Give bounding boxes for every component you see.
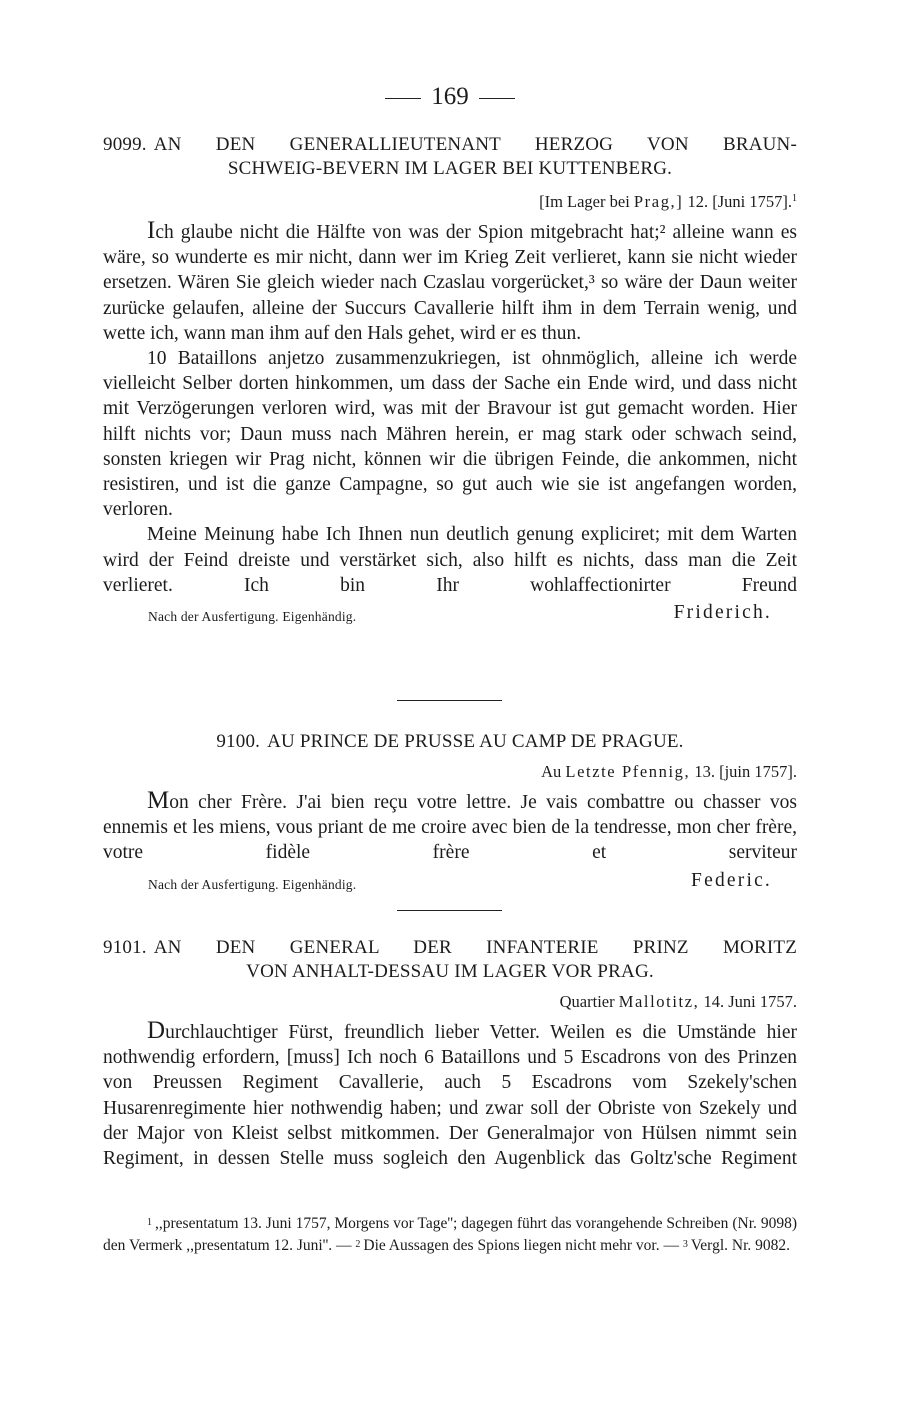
dateline-place: Mallotitz, xyxy=(618,992,700,1011)
section-divider xyxy=(397,700,502,701)
footnote-text: Vergl. Nr. 9082. xyxy=(690,1236,790,1254)
dateline-prefix: [Im Lager bei xyxy=(539,192,630,211)
dateline xyxy=(103,991,797,1013)
heading-line-1: AN DEN GENERALLIEUTENANT HERZOG VON BRAUN- xyxy=(153,134,797,155)
dateline-date: 13. [juin 1757]. xyxy=(694,762,797,781)
footnote-block xyxy=(103,1213,797,1256)
header-dash-right xyxy=(479,98,515,99)
paragraph: Durchlauchtiger Fürst, freundlich lieber Vetter. Weilen es die Umstände hier nothwendig erfordern, [muss] Ich noch 6 Bataillons und 5 Escadrons von des Prinzen von Preussen Regiment Cavallerie, auch 5 Escadrons vom Szekely'schen Husarenregimente hier nothwendig haben; und zwar soll der Obriste von Szekely und der Major von Kleist selbst mitkommen. Der Generalmajor von Hülsen nimmt sein Regiment, in dessen Stelle muss sogleich den Augenblick das Goltz'sche Regiment xyxy=(103,1017,797,1170)
letter-number: 9099. xyxy=(103,134,147,155)
page-header xyxy=(0,82,900,112)
initial-letter: I xyxy=(147,217,156,244)
letter-body xyxy=(103,1018,797,1171)
heading-line-2: SCHWEIG-BEVERN IM LAGER BEI KUTTENBERG. xyxy=(227,158,673,179)
letter-heading xyxy=(103,730,797,754)
letter-number: 9101. xyxy=(103,937,147,958)
source-note: Nach der Ausfertigung. Eigenhändig. xyxy=(148,876,357,892)
dateline-place: Prag,] xyxy=(633,192,684,211)
paragraph: 10 Bataillons anjetzo zusammenzukriegen, ist ohnmöglich, alleine ich werde vielleicht Selber dorten hinkommen, um dass der Sache ein Ende wird, und dass nicht mit Verzögerungen verloren wird, was mit der Bravour ist gut gemacht worden. Hier hilft nichts vor; Daun muss nach Mähren herein, er mag stark oder schwach seind, sonsten kriegen wir Prag nicht, können wir die übrigen Feinde, die ankommen, nicht resistiren, und ist die ganze Campagne, so gut auch wie sie ist angefangen worden, verloren. xyxy=(103,348,797,521)
paragraph: Meine Meinung habe Ich Ihnen nun deutlich genung expliciret; mit dem Warten wird der Feind dreiste und verstärket sich, also hilft es nichts, dass man die Zeit verlieret. Ich bin Ihr wohlaffectionirter Freund xyxy=(103,524,797,596)
header-dash-left xyxy=(385,98,421,99)
page-number: 169 xyxy=(431,83,469,110)
footnote-number: 3 xyxy=(682,1238,688,1250)
dateline xyxy=(103,761,797,783)
footnote-ref: 1 xyxy=(792,193,797,204)
dateline-prefix: Quartier xyxy=(559,992,615,1011)
footnote-text: Die Aussagen des Spions liegen nicht mehr vor. — xyxy=(363,1236,679,1254)
dateline-prefix: Au xyxy=(541,762,562,781)
heading-line-1: AN DEN GENERAL DER INFANTERIE PRINZ MORITZ xyxy=(153,937,797,958)
closing-row xyxy=(103,870,797,896)
dateline-date: 12. [Juni 1757]. xyxy=(687,192,792,211)
dateline-place: Letzte Pfennig, xyxy=(565,762,691,781)
letter-9101 xyxy=(103,936,797,1171)
letter-heading xyxy=(103,133,797,157)
dateline-date: 14. Juni 1757. xyxy=(703,992,797,1011)
footnote-text: ,,presentatum 13. Juni 1757, Morgens vor Tage''; dagegen führt das vorangehende Schreiben (Nr. 9098) den Vermerk ,,presentatum 12. Juni''. — xyxy=(103,1215,797,1254)
footnotes xyxy=(103,1213,797,1256)
dateline xyxy=(103,188,797,213)
paragraph: Mon cher Frère. J'ai bien reçu votre lettre. Je vais combattre ou chasser vos ennemis et les miens, vous priant de me croire avec bien de la tendresse, mon cher frère, votre fidèle frère et serviteur xyxy=(103,787,797,864)
signature: Federic. xyxy=(691,869,772,891)
initial-letter: D xyxy=(147,1017,166,1044)
letter-body xyxy=(103,788,797,866)
footnote-number: 1 xyxy=(147,1217,152,1228)
initial-letter: M xyxy=(147,787,170,814)
letter-body xyxy=(103,218,797,598)
section-divider xyxy=(397,910,502,911)
source-note: Nach der Ausfertigung. Eigenhändig. xyxy=(148,609,357,625)
heading-line-2: VON ANHALT-DESSAU IM LAGER VOR PRAG. xyxy=(246,961,654,982)
paragraph: Ich glaube nicht die Hälfte von was der Spion mitgebracht hat;² alleine wann es wäre, so wunderte es mir nicht, dann wer im Krieg Zeit verlieret, kann sie nicht wieder ersetzen. Wären Sie gleich wieder nach Czaslau vorgerücket,³ so wäre der Daun weiter zurücke gelaufen, alleine der Succurs Cavallerie hilft ihm in dem Terrain wenig, und wette ich, wann man ihm auf den Hals gehet, wird er es thun. xyxy=(103,217,797,344)
signature: Friderich. xyxy=(673,602,772,624)
letter-number: 9100. xyxy=(216,731,261,752)
letter-9099 xyxy=(103,133,797,628)
footnote-number: 2 xyxy=(355,1238,361,1250)
heading-line-1: AU PRINCE DE PRUSSE AU CAMP DE PRAGUE. xyxy=(267,731,684,752)
closing-row xyxy=(103,602,797,628)
letter-heading xyxy=(103,936,797,960)
letter-9100 xyxy=(103,730,797,896)
